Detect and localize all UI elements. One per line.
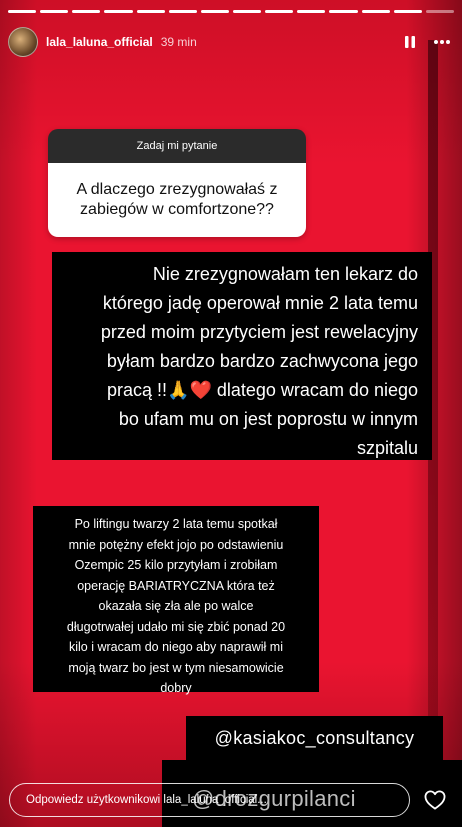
question-sticker-title: Zadaj mi pytanie (48, 129, 306, 163)
story-header (8, 26, 454, 58)
progress-segment (40, 10, 68, 13)
secondary-line: mnie potężny efekt jojo po odstawieniu (68, 537, 284, 552)
progress-segment (426, 10, 454, 13)
secondary-line: Ozempic 25 kilo przytyłam i zrobiłam (74, 558, 278, 572)
progress-segment (104, 10, 132, 13)
answer-line: którego jadę operował mnie 2 lata temu (102, 293, 418, 313)
secondary-line: kilo i wracam do niego aby naprawił mi (69, 640, 283, 654)
answer-line: przed moim przytyciem jest rewelacyjny (100, 322, 418, 342)
answer-line: szpitalu (356, 438, 418, 458)
answer-line: Nie zrezygnowałam ten lekarz do (152, 264, 418, 284)
pause-icon (403, 35, 417, 49)
heart-icon (424, 790, 446, 810)
progress-segment (297, 10, 325, 13)
avatar[interactable] (8, 27, 38, 57)
secondary-line: moją twarz bo jest w tym niesamowicie (68, 660, 284, 675)
question-sticker[interactable] (48, 129, 306, 237)
answer-text-block (52, 252, 432, 460)
answer-line: bo ufam mu on jest poprostu w innym (118, 409, 418, 429)
progress-segment (8, 10, 36, 13)
progress-segment (72, 10, 100, 13)
secondary-line: Po liftingu twarzy 2 lata temu spotkał (74, 517, 278, 531)
answer-line: byłam bardzo bardzo zachwycona jego (106, 351, 418, 371)
progress-segment (137, 10, 165, 13)
progress-segment (233, 10, 261, 13)
question-sticker-text: A dlaczego zrezygnowałaś z zabiegów w comfortzone?? (48, 163, 306, 237)
reply-input[interactable] (9, 783, 410, 817)
username[interactable]: lala_laluna_official (46, 35, 153, 49)
story-progress-bar (8, 10, 454, 13)
more-options-button[interactable] (430, 30, 454, 54)
secondary-text-block (33, 506, 319, 695)
secondary-line: operację BARIATRYCZNA która też (77, 578, 275, 593)
secondary-line: długotrwałej udało mi się zbić ponad 20 (66, 619, 286, 634)
progress-segment (265, 10, 293, 13)
progress-segment (329, 10, 357, 13)
like-button[interactable] (422, 787, 448, 813)
pause-button[interactable] (398, 30, 422, 54)
progress-segment (394, 10, 422, 13)
mention-sticker-kasiakoc[interactable] (186, 716, 443, 760)
secondary-line: okazała się zła ale po walce (98, 599, 254, 613)
progress-segment (169, 10, 197, 13)
mention-text: @kasiakoc_consultancy (214, 727, 415, 748)
more-icon (433, 39, 451, 45)
post-time: 39 min (160, 35, 197, 49)
secondary-line: dobry (160, 681, 192, 695)
mention-text: @drozgurpilanci (192, 786, 356, 811)
answer-line: pracą !!🙏❤️ dlatego wracam do niego (107, 380, 418, 400)
progress-segment (201, 10, 229, 13)
progress-segment (362, 10, 390, 13)
